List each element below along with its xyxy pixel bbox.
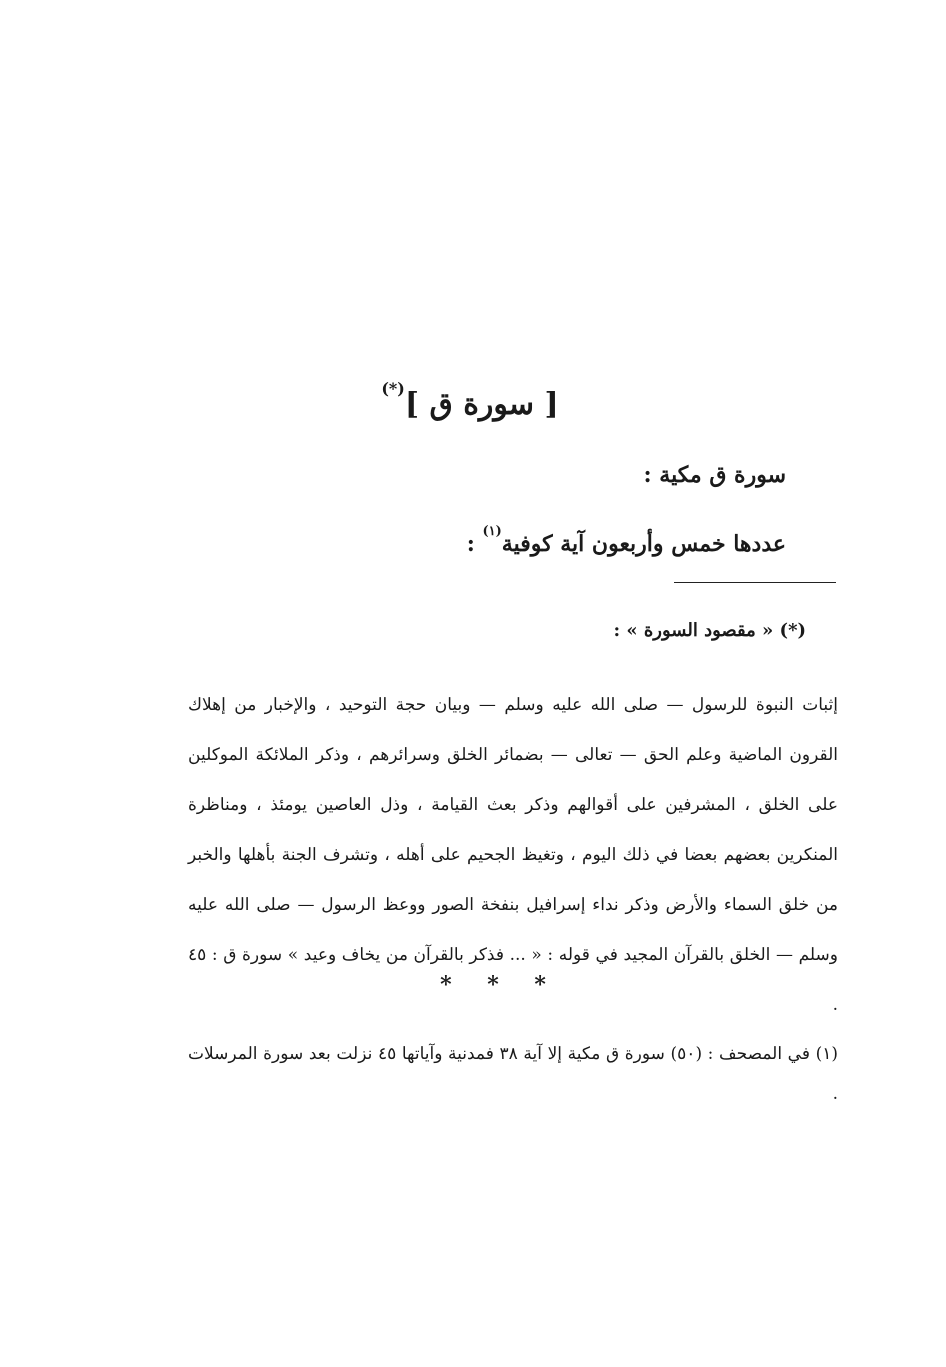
footnote-star-body: إثبات النبوة للرسول — صلى الله عليه وسلم — وبيان حجة التوحيد ، والإخبار من إهلاك القرون الماضية وعلم الحق — تعالى — بضمائر الخلق وسرائرهم ، وذكر الملائكة الموكلين على الخلق ، المشرفين على أقوالهم وذكر بعث القيامة ، وذل العاصين يومئذ ، ومناظرة المنكرين بعضهم بعضا في ذلك اليوم ، وتغيظ الجحيم على أهله ، وتشرف الجنة بأهلها والخبر من خلق السماء والأرض وذكر نداء إسرافيل بنفخة الصور ووعظ الرسول — صلى الله عليه وسلم — الخلق بالقرآن المجيد في قوله : « ... فذكر بالقرآن من يخاف وعيد » سورة ق : ٤٥ . bbox=[188, 695, 838, 1015]
meta-footnote-marker: (١) bbox=[482, 524, 502, 539]
surah-meta-makkiyya bbox=[644, 462, 786, 488]
surah-title bbox=[330, 378, 610, 426]
section-separator: * * * bbox=[440, 972, 560, 998]
meta-line-2-end: : bbox=[466, 531, 483, 557]
footnote-1: (١) في المصحف : (٥٠) سورة ق مكية إلا آية ٣٨ فمدنية وآياتها ٤٥ نزلت بعد سورة المرسلات . bbox=[188, 1044, 839, 1104]
footnote-divider bbox=[674, 582, 836, 583]
surah-title-text: [ سورة ق ] bbox=[404, 387, 559, 422]
meta-line-1: سورة ق مكية : bbox=[643, 462, 786, 488]
surah-meta-verse-count bbox=[467, 524, 786, 557]
meta-line-2-text: عددها خمس وأربعون آية كوفية bbox=[501, 531, 786, 557]
footnote-star-heading: (*) « مقصود السورة » : bbox=[613, 620, 806, 641]
title-footnote-marker: (*) bbox=[381, 379, 405, 398]
